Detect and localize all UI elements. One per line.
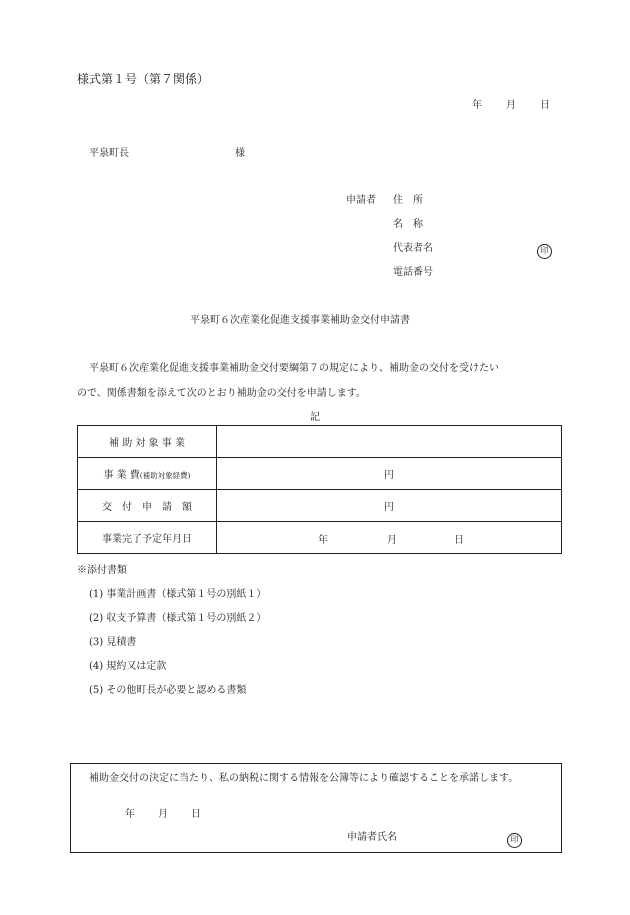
phone-label: 電話番号 (393, 267, 433, 278)
ki-mark: 記 (310, 412, 320, 423)
addressee-honorific: 様 (235, 148, 245, 159)
attachment-item-1: (1) 事業計画書（様式第１号の別紙１） (89, 589, 267, 600)
name-label: 名 称 (393, 219, 423, 230)
applicant-role: 申請者 (346, 195, 376, 206)
application-table (77, 425, 562, 554)
completion-month: 月 (387, 535, 397, 546)
table-row (78, 490, 562, 522)
form-number: 様式第１号（第７関係） (77, 72, 210, 86)
project-cost-label: 事 業 費 (103, 470, 140, 481)
completion-day: 日 (454, 535, 464, 546)
attachment-item-4: (4) 規約又は定款 (89, 661, 167, 672)
project-cost-note: (補助対象経費) (139, 471, 191, 480)
row-value-application-amount[interactable] (217, 490, 562, 522)
yen-unit: 円 (384, 502, 394, 513)
table-row (78, 522, 562, 554)
seal-mark-text: 印 (537, 244, 552, 259)
document-title: 平泉町６次産業化促進支援事業補助金交付申請書 (190, 315, 410, 326)
attachment-item-2: (2) 収支予算書（様式第１号の別紙２） (89, 613, 267, 624)
body-line-1: 平泉町６次産業化促進支援事業補助金交付要綱第７の規定により、補助金の交付を受けたい (89, 363, 499, 374)
consent-seal-mark (507, 827, 522, 848)
consent-date-year: 年 (125, 809, 135, 820)
row-label-completion-date: 事業完了予定年月日 (78, 522, 217, 554)
row-value-project-cost[interactable] (217, 458, 562, 490)
consent-seal-text: 印 (507, 833, 522, 848)
body-line-2: ので、関係書類を添えて次のとおり補助金の交付を申請します。 (77, 388, 366, 399)
consent-date-day: 日 (191, 809, 201, 820)
date-year: 年 (472, 100, 482, 111)
consent-text: 補助金交付の決定に当たり、私の納税に関する情報を公簿等により確認することを承諾します。 (89, 773, 519, 784)
row-label-application-amount: 交 付 申 請 額 (78, 490, 217, 522)
consent-box (70, 763, 562, 853)
representative-label: 代表者名 (393, 243, 433, 254)
applicant-name-label: 申請者氏名 (347, 832, 397, 843)
table-row (78, 426, 562, 458)
row-value-target-project[interactable] (217, 426, 562, 458)
date-month: 月 (506, 100, 516, 111)
date-day: 日 (540, 100, 550, 111)
attachments-heading: ※添付書類 (77, 565, 127, 576)
consent-date-month: 月 (158, 809, 168, 820)
attachment-item-3: (3) 見積書 (89, 637, 137, 648)
addressee-name: 平泉町長 (89, 148, 129, 159)
attachment-item-5: (5) その他町長が必要と認める書類 (89, 685, 247, 696)
seal-mark (537, 238, 552, 259)
completion-year: 年 (318, 535, 328, 546)
row-label-target-project: 補 助 対 象 事 業 (78, 426, 217, 458)
row-label-project-cost (78, 458, 217, 490)
address-label: 住 所 (393, 195, 423, 206)
yen-unit: 円 (384, 470, 394, 481)
table-row (78, 458, 562, 490)
row-value-completion-date[interactable] (217, 522, 562, 554)
